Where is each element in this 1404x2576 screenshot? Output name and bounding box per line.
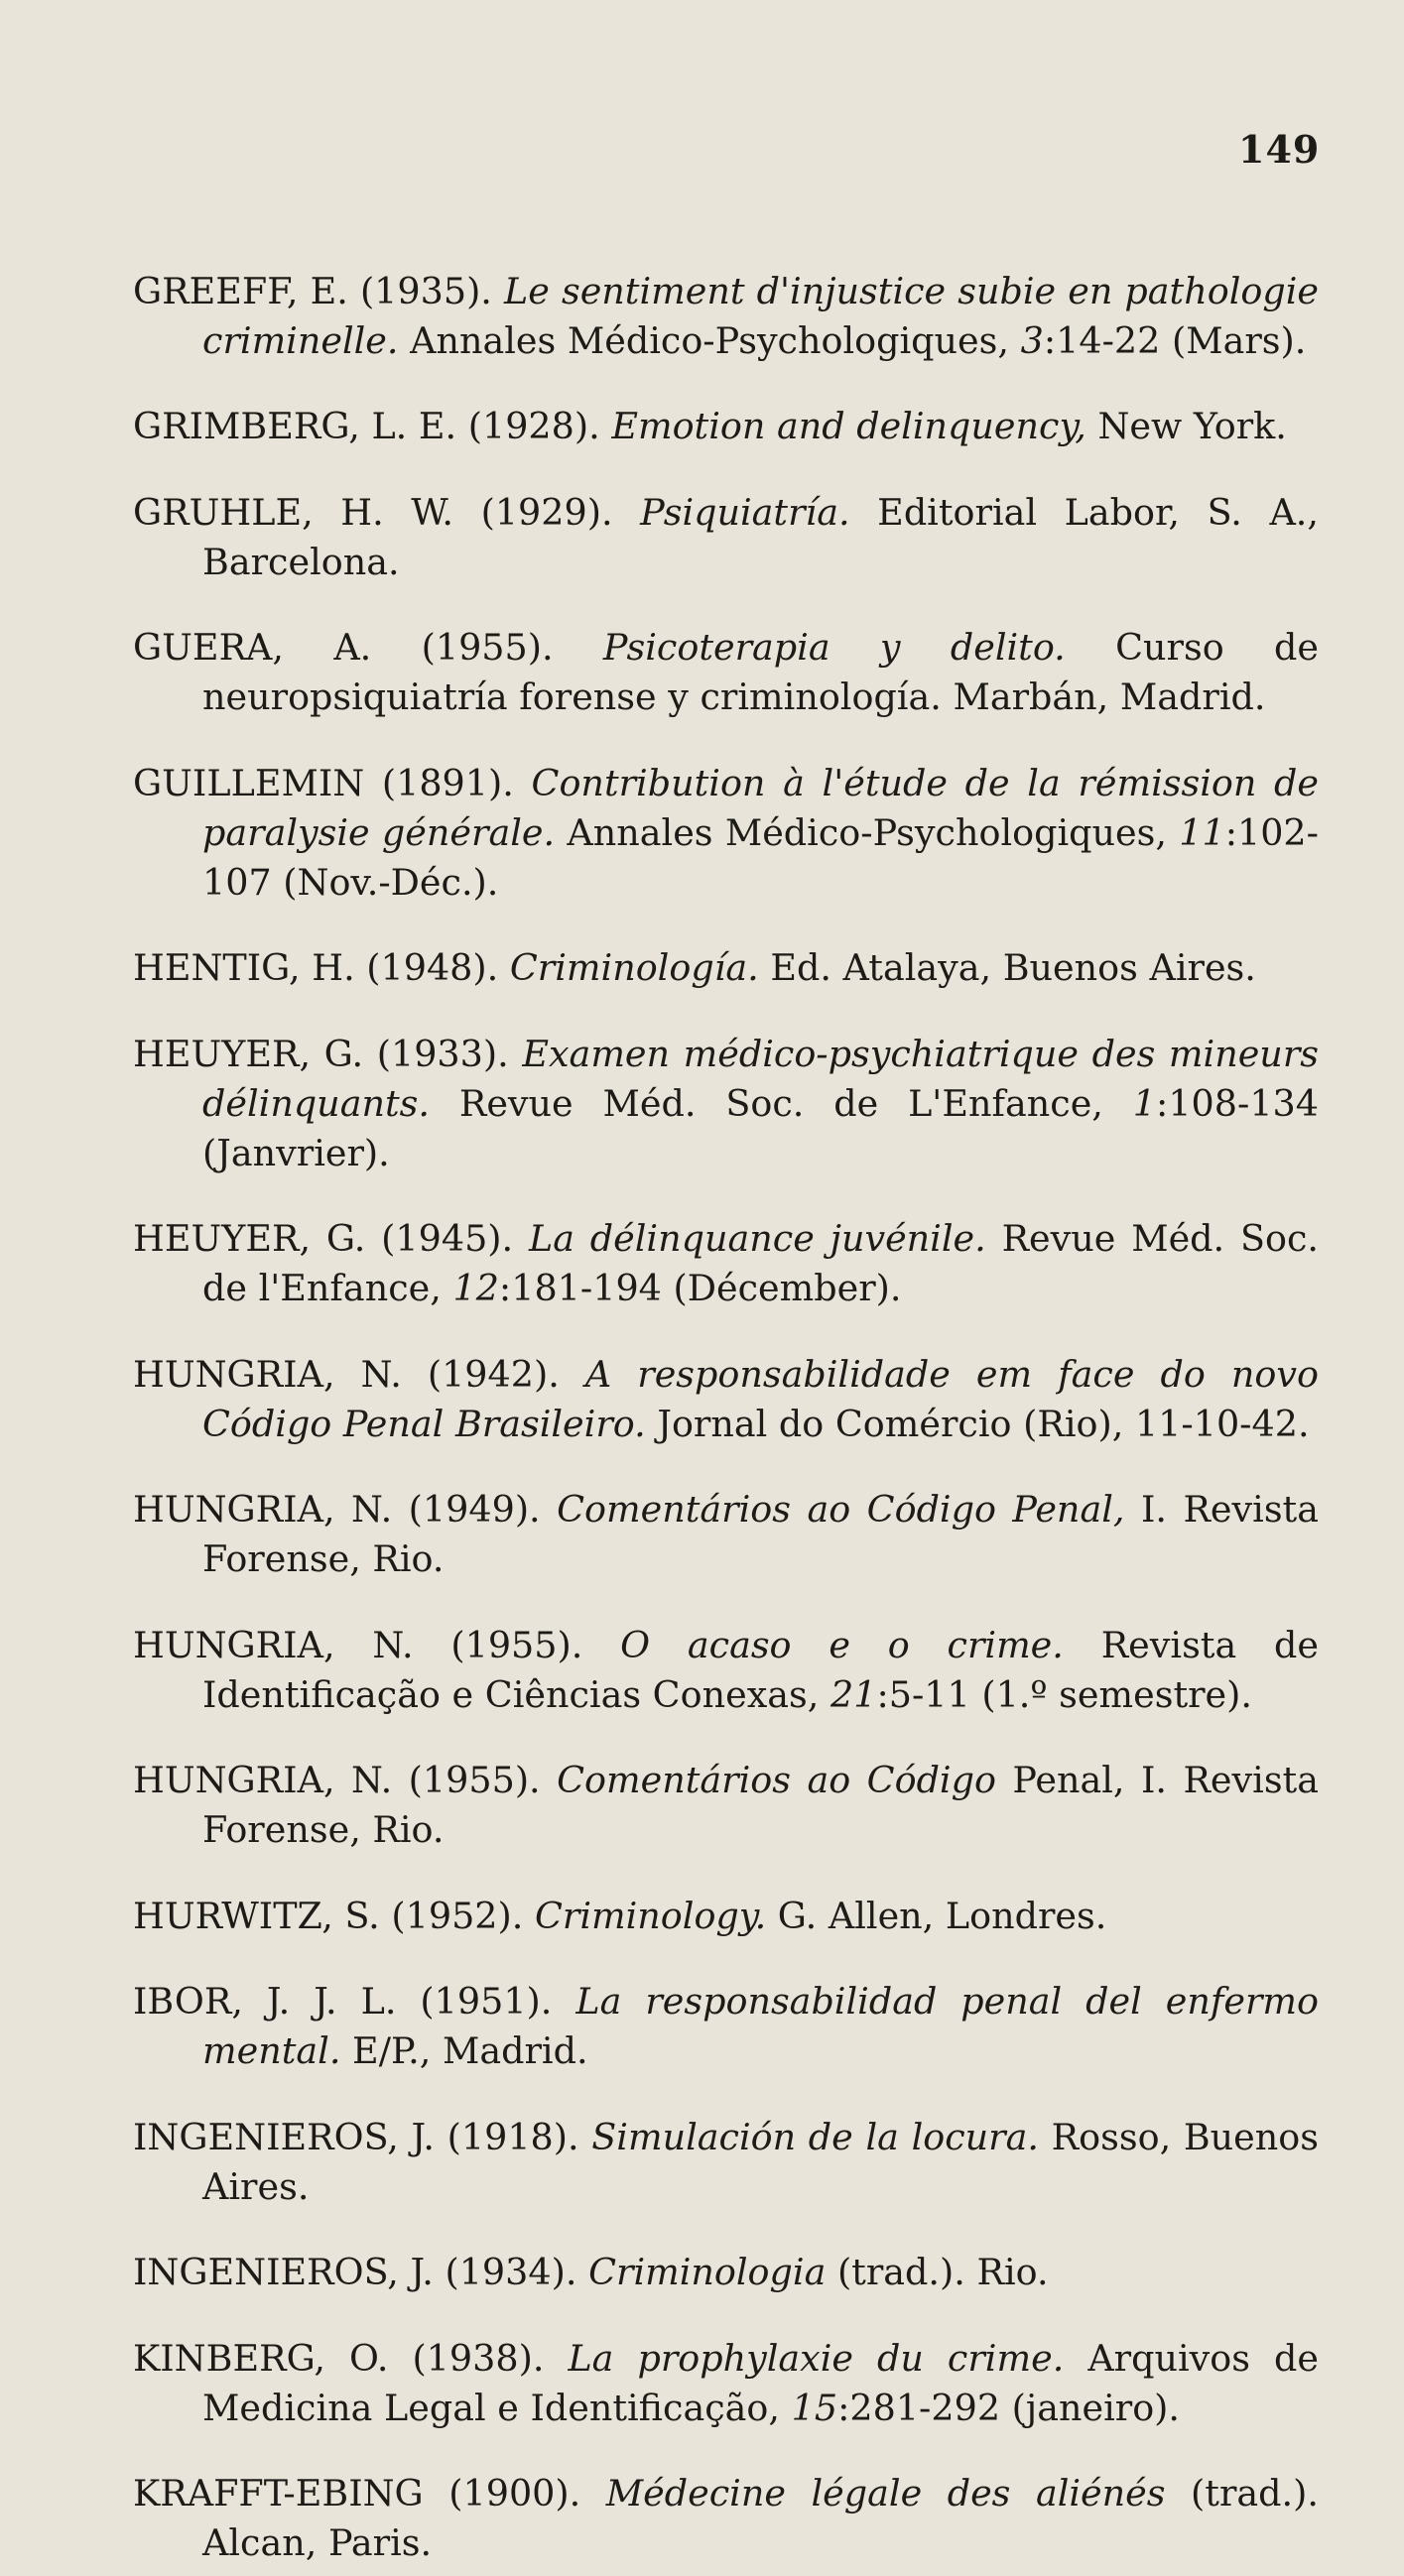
bibliography-entry	[133, 1485, 1319, 1584]
bibliography-entry	[133, 2248, 1319, 2297]
entry-pages: :14-22 (Mars).	[1043, 318, 1307, 362]
entry-author: HENTIG, H. (1948).	[133, 946, 499, 989]
entry-source: I. Revista Forense, Rio.	[202, 1488, 1319, 1580]
entry-source: Rosso, Buenos Aires.	[202, 2115, 1319, 2208]
entry-title: Contribution à l'étude de la rémission de paralysie générale.	[202, 761, 1320, 854]
bibliography-entry	[133, 1350, 1319, 1449]
entry-source: Annales Médico-Psychologiques,	[410, 318, 1009, 362]
bibliography-entry	[133, 2469, 1319, 2568]
entry-pages: :108-134 (Janvrier).	[202, 1081, 1319, 1174]
entry-author: HEUYER, G. (1945).	[133, 1217, 514, 1260]
entry-author: GUERA, A. (1955).	[133, 626, 554, 669]
bibliography-list	[133, 230, 1319, 2576]
entry-source: Ed. Atalaya, Buenos Aires.	[770, 946, 1256, 989]
entry-source: Revue Méd. Soc. de l'Enfance,	[202, 1217, 1319, 1309]
entry-volume: 1	[1132, 1081, 1157, 1125]
entry-source: Arquivos de Medicina Legal e Identificação,	[202, 2336, 1319, 2429]
bibliography-entry	[133, 1621, 1319, 1720]
bibliography-entry	[133, 1030, 1319, 1178]
entry-author: KRAFFT-EBING (1900).	[133, 2472, 581, 2515]
bibliography-entry	[133, 488, 1319, 587]
entry-author: IBOR, J. J. L. (1951).	[133, 1980, 553, 2023]
entry-title: Le sentiment d'injustice subie en pathologie criminelle.	[202, 269, 1319, 362]
entry-volume: 15	[791, 2386, 838, 2429]
entry-title: Criminología.	[509, 946, 759, 989]
entry-author: GUILLEMIN (1891).	[133, 761, 514, 804]
bibliography-entry	[133, 943, 1319, 993]
entry-author: GRUHLE, H. W. (1929).	[133, 490, 613, 534]
entry-author: INGENIEROS, J. (1934).	[133, 2251, 577, 2293]
entry-pages: :102-107 (Nov.-Déc.).	[202, 810, 1319, 904]
entry-title: A responsabilidade em face do novo Código Penal Brasileiro.	[202, 1352, 1319, 1445]
entry-title: La responsabilidad penal del enfermo mental.	[202, 1980, 1319, 2072]
entry-author: GREEFF, E. (1935).	[133, 269, 492, 312]
entry-volume: 12	[452, 1267, 499, 1309]
entry-title: Examen médico-psychiatrique des mineurs délinquants.	[202, 1032, 1319, 1125]
entry-volume: 21	[830, 1672, 877, 1716]
entry-pages: :281-292 (janeiro).	[837, 2386, 1181, 2429]
entry-source: Editorial Labor, S. A., Barcelona.	[202, 490, 1320, 583]
bibliography-entry	[133, 1756, 1319, 1855]
entry-source: Jornal do Comércio (Rio), 11-10-42.	[657, 1402, 1310, 1445]
entry-source: Annales Médico-Psychologiques,	[567, 810, 1167, 854]
entry-author: HEUYER, G. (1933).	[133, 1032, 509, 1075]
entry-title: Criminology.	[534, 1894, 767, 1937]
bibliography-entry	[133, 2113, 1319, 2212]
entry-author: HUNGRIA, N. (1942).	[133, 1352, 560, 1396]
entry-pages: :181-194 (Décember).	[498, 1267, 902, 1309]
page-number: 149	[1238, 127, 1321, 172]
bibliography-entry	[133, 267, 1319, 366]
entry-source: (trad.). Alcan, Paris.	[202, 2472, 1319, 2564]
entry-title: Médecine légale des aliénés	[605, 2472, 1166, 2515]
entry-author: GRIMBERG, L. E. (1928).	[133, 405, 600, 447]
entry-volume: 3	[1020, 318, 1044, 362]
entry-source: (trad.). Rio.	[836, 2251, 1049, 2293]
entry-title: Emotion and delinquency,	[611, 405, 1086, 447]
entry-source: Revista de Identificação e Ciências Conexas,	[202, 1623, 1320, 1716]
bibliography-entry	[133, 623, 1319, 722]
bibliography-entry	[133, 1892, 1319, 1941]
entry-title: La prophylaxie du crime.	[568, 2336, 1065, 2380]
entry-source: New York.	[1097, 405, 1287, 447]
entry-author: HUNGRIA, N. (1949).	[133, 1488, 541, 1531]
entry-volume: 11	[1179, 810, 1225, 854]
entry-title: O acaso e o crime.	[620, 1623, 1064, 1666]
entry-source: Revue Méd. Soc. de L'Enfance,	[458, 1081, 1103, 1125]
entry-title: Comentários ao Código	[557, 1759, 996, 1801]
entry-source: Penal, I. Revista Forense, Rio.	[202, 1759, 1319, 1851]
entry-title: Psicoterapia y delito.	[602, 626, 1066, 669]
bibliography-entry	[133, 402, 1319, 451]
bibliography-entry	[133, 2334, 1319, 2433]
entry-author: KINBERG, O. (1938).	[133, 2336, 545, 2380]
entry-author: INGENIEROS, J. (1918).	[133, 2115, 579, 2158]
entry-source: Curso de neuropsiquiatría forense y criminología. Marbán, Madrid.	[202, 626, 1319, 718]
entry-title: Psiquiatría.	[640, 490, 850, 534]
entry-title: La délinquance juvénile.	[528, 1217, 986, 1260]
entry-pages: :5-11 (1.º semestre).	[876, 1672, 1253, 1716]
entry-author: HUNGRIA, N. (1955).	[133, 1623, 583, 1666]
entry-author: HUNGRIA, N. (1955).	[133, 1759, 541, 1801]
bibliography-entry	[133, 1977, 1319, 2076]
entry-title: Simulación de la locura.	[591, 2115, 1039, 2158]
entry-title: Criminologia	[588, 2251, 827, 2293]
entry-source: G. Allen, Londres.	[777, 1894, 1107, 1937]
bibliography-entry	[133, 1214, 1319, 1313]
entry-source: E/P., Madrid.	[352, 2029, 588, 2072]
bibliography-entry	[133, 759, 1319, 908]
entry-title: Comentários ao Código Penal,	[557, 1488, 1125, 1531]
entry-author: HURWITZ, S. (1952).	[133, 1894, 524, 1937]
